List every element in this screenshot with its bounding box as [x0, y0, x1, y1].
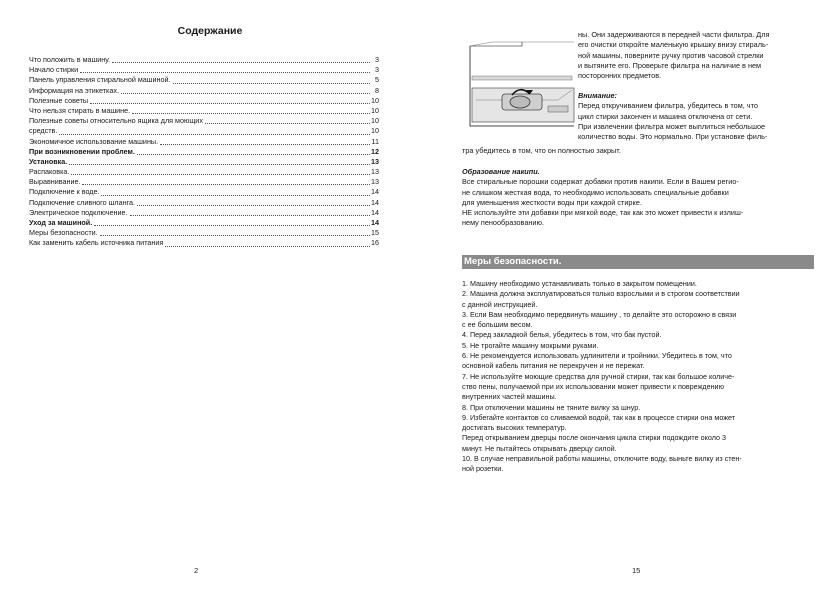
warning-tail: тра убедитесь в том, что он полностью закрыт.	[462, 146, 621, 155]
warning-line: цикл стирки закончен и машина отключена от сети.	[578, 111, 753, 121]
scale-line: нему пенообразованию.	[462, 218, 545, 228]
toc-item-page: 13	[371, 156, 379, 166]
toc-item	[29, 55, 379, 65]
safety-line: 9. Избегайте контактов со сливаемой водой, так как в процессе стирки она может	[462, 412, 736, 422]
toc-item-page: 13	[371, 167, 379, 177]
toc-item	[29, 157, 379, 167]
toc-item-title: Что нельзя стирать в машине.	[29, 105, 131, 115]
warning-block	[578, 91, 818, 142]
toc-item-page: 13	[371, 177, 379, 187]
scale-title: Образование накипи.	[462, 167, 540, 176]
toc-item-title: Как заменить кабель источника питания	[29, 238, 164, 248]
toc-item-page: 14	[371, 187, 379, 197]
toc-leader	[160, 143, 370, 145]
filter-line: ны. Они задерживаются в передней части фильтра. Для	[578, 30, 770, 39]
safety-line: минут. Не пытайтесь открывать дверцу силой.	[462, 443, 617, 453]
table-of-contents	[29, 55, 379, 249]
toc-item	[29, 238, 379, 248]
safety-line: 6. Не рекомендуется использовать удлинители и тройники. Убедитесь в том, что	[462, 351, 732, 361]
scale-block	[462, 167, 814, 229]
safety-list	[462, 279, 814, 475]
toc-leader	[90, 102, 370, 104]
toc-item-page: 5	[375, 75, 379, 85]
toc-item	[29, 106, 379, 116]
toc-item-title: Подключение сливного шланга.	[29, 197, 136, 207]
toc-item-title: Что положить в машину.	[29, 55, 111, 64]
toc-leader	[173, 82, 370, 84]
toc-item-title: Начало стирки	[29, 65, 79, 75]
toc-item-page: 10	[371, 105, 379, 115]
toc-item-title: Полезные советы	[29, 95, 89, 105]
toc-item	[29, 167, 379, 177]
safety-line: 5. Не трогайте машину мокрыми руками.	[462, 340, 599, 350]
filter-line: и вытяните его. Проверьте фильтра на наличие в нем	[578, 60, 762, 70]
toc-title: Содержание	[177, 25, 243, 37]
toc-leader	[94, 224, 370, 226]
toc-leader	[101, 194, 370, 196]
toc-item-title: Электрическое подключение.	[29, 207, 128, 217]
safety-line: основной кабель питания не перекручен и не пережат.	[462, 361, 645, 371]
toc-item	[29, 126, 379, 136]
scale-line: Все стиральные порошки содержат добавки против накипи. Если в Вашем регио-	[462, 177, 739, 187]
toc-item-title: средств.	[29, 126, 58, 136]
safety-line: 7. Не используйте моющие средства для ручной стирки, так как большое количе-	[462, 371, 735, 381]
page-number-left: 2	[194, 566, 199, 575]
toc-leader	[137, 153, 370, 155]
filter-line: ной машины, поверните ручку против часовой стрелки	[578, 50, 764, 60]
toc-item-page: 8	[375, 85, 379, 95]
toc-leader	[130, 214, 371, 216]
toc-item	[29, 75, 379, 85]
toc-item-title: Подключение к воде.	[29, 187, 100, 197]
toc-item-page: 12	[371, 146, 379, 156]
right-page	[420, 0, 839, 595]
toc-item-title: Информация на этикетках.	[29, 85, 119, 95]
page-number-right: 15	[632, 566, 641, 575]
toc-item-title: При возникновении проблем.	[29, 146, 135, 156]
toc-item-title: Распаковка.	[29, 167, 70, 177]
warning-line: количество воды. Это нормально. При установке филь-	[578, 132, 768, 142]
toc-item-title: Экономичное использование машины.	[29, 136, 159, 146]
toc-item-page: 11	[371, 136, 379, 146]
toc-leader	[165, 245, 370, 247]
safety-line: достигать высоких температур.	[462, 423, 567, 433]
filter-line: посторонних предметов.	[578, 71, 662, 81]
toc-item	[29, 177, 379, 187]
safety-line: внутренних частей машины.	[462, 392, 557, 402]
toc-item-page: 3	[375, 55, 379, 64]
safety-line: ной розетки.	[462, 464, 504, 474]
safety-line: 3. Если Вам необходимо передвинуть машину , то делайте это осторожно в связи	[462, 309, 737, 319]
safety-line: 10. В случае неправильной работы машины, отключите воду, выньте вилку из стен-	[462, 454, 742, 464]
toc-item-title: Уход за машиной.	[29, 218, 93, 227]
safety-line: Перед открыванием дверцы после окончания цикла стирки подождите около 3	[462, 433, 726, 443]
toc-item-page: 10	[371, 126, 379, 136]
toc-leader	[205, 122, 370, 124]
toc-item-page: 10	[371, 116, 379, 126]
toc-item	[29, 198, 379, 208]
toc-item	[29, 96, 379, 106]
toc-leader	[132, 112, 370, 114]
toc-leader	[71, 173, 370, 175]
filter-text	[578, 30, 818, 81]
toc-item	[29, 187, 379, 197]
toc-leader	[121, 92, 370, 94]
toc-leader	[69, 163, 370, 165]
toc-item	[29, 218, 379, 228]
toc-item-page: 14	[371, 197, 379, 207]
toc-leader	[112, 61, 370, 63]
toc-item	[29, 137, 379, 147]
scale-line: НЕ используйте эти добавки при мягкой воде, так как это может привести к излиш-	[462, 208, 744, 218]
toc-item-title: Полезные советы относительно ящика для моющих	[29, 116, 203, 126]
toc-item-page: 14	[371, 207, 379, 217]
toc-item-page: 16	[371, 238, 379, 248]
toc-item	[29, 147, 379, 157]
scale-line: не слишком жесткая вода, то необходимо использовать специальные добавки	[462, 187, 729, 197]
toc-item	[29, 208, 379, 218]
scale-line: для уменьшения жесткости воды при каждой стирке.	[462, 197, 642, 207]
warning-line: При извлечении фильтра может выплиться небольшое	[578, 121, 766, 131]
toc-item-title: Меры безопасности.	[29, 228, 98, 238]
safety-line: с ее большим весом.	[462, 320, 533, 330]
toc-item	[29, 86, 379, 96]
washing-machine-filter-illustration	[462, 40, 577, 135]
toc-leader	[100, 234, 370, 236]
toc-item-page: 10	[371, 95, 379, 105]
toc-item-page: 15	[371, 228, 379, 238]
safety-heading: Меры безопасности.	[462, 255, 814, 269]
toc-leader	[59, 133, 370, 135]
filter-line: его очистки откройте маленькую крышку внизу стираль-	[578, 40, 769, 50]
safety-line: 8. При отключении машины не тяните вилку за шнур.	[462, 402, 641, 412]
safety-line: 2. Машина должна эксплуатироваться только взрослыми и в строгом соответствии	[462, 289, 740, 299]
safety-line: 4. Перед закладкой белья, убедитесь в том, что бак пустой.	[462, 330, 662, 340]
toc-leader	[82, 183, 370, 185]
toc-leader	[137, 204, 370, 206]
safety-line: 1. Машину необходимо устанавливать только в закрытом помещении.	[462, 279, 697, 288]
toc-item-title: Панель управления стиральной машиной.	[29, 75, 171, 85]
warning-title: Внимание:	[578, 91, 617, 100]
toc-item	[29, 228, 379, 238]
toc-item-page: 14	[371, 218, 379, 227]
warning-line: Перед откручиванием фильтра, убедитесь в том, что	[578, 101, 758, 111]
toc-item	[29, 116, 379, 126]
safety-line: с данной инструкцией.	[462, 299, 538, 309]
toc-item-title: Выравнивание.	[29, 177, 81, 187]
toc-leader	[80, 71, 370, 73]
toc-item-title: Установка.	[29, 156, 68, 166]
toc-item-page: 3	[375, 65, 379, 75]
safety-line: ство пены, получаемой при их использовании может привести к повреждению	[462, 381, 724, 391]
toc-item	[29, 65, 379, 75]
